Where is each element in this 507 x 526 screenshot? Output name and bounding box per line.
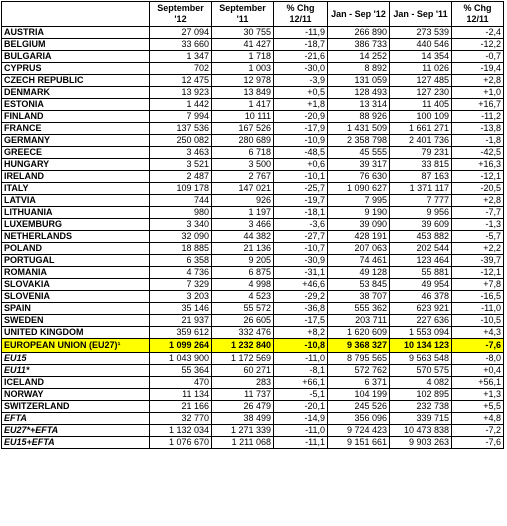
country-cell: DENMARK (2, 87, 150, 99)
sep11-cell: 1 197 (212, 207, 274, 219)
table-row (2, 255, 504, 267)
ytd11-cell: 79 231 (390, 147, 452, 159)
ytd12-cell: 45 555 (328, 147, 390, 159)
table-row (2, 183, 504, 195)
ytd12-cell: 1 431 509 (328, 123, 390, 135)
ytdchg-cell: -1,3 (452, 219, 504, 231)
chg-cell: -31,1 (274, 267, 328, 279)
sep11-cell: 332 476 (212, 327, 274, 339)
ytd12-cell: 9 368 327 (328, 339, 390, 353)
sep12-cell: 33 660 (150, 39, 212, 51)
sep11-cell: 283 (212, 377, 274, 389)
sep11-cell: 3 500 (212, 159, 274, 171)
ytdchg-cell: +5,5 (452, 401, 504, 413)
ytd11-cell: 10 134 123 (390, 339, 452, 353)
ytdchg-cell: +7,8 (452, 279, 504, 291)
table-row (2, 353, 504, 365)
chg-cell: -48,5 (274, 147, 328, 159)
chg-cell: +46,6 (274, 279, 328, 291)
ytd12-cell: 386 733 (328, 39, 390, 51)
ytdchg-cell: -11,2 (452, 111, 504, 123)
sep11-cell: 147 021 (212, 183, 274, 195)
chg-cell: -30,9 (274, 255, 328, 267)
country-cell: SWITZERLAND (2, 401, 150, 413)
country-cell: SLOVAKIA (2, 279, 150, 291)
chg-cell: -25,7 (274, 183, 328, 195)
country-cell: EU11* (2, 365, 150, 377)
sep12-cell: 3 463 (150, 147, 212, 159)
sep11-cell: 6 875 (212, 267, 274, 279)
chg-cell: -3,9 (274, 75, 328, 87)
header-chg: % Chg 12/11 (274, 2, 328, 27)
sep12-cell: 6 358 (150, 255, 212, 267)
sep11-cell: 9 205 (212, 255, 274, 267)
ytd11-cell: 1 661 271 (390, 123, 452, 135)
ytd12-cell: 1 620 609 (328, 327, 390, 339)
ytd11-cell: 87 163 (390, 171, 452, 183)
sep11-cell: 4 523 (212, 291, 274, 303)
table-row (2, 365, 504, 377)
ytd11-cell: 10 473 838 (390, 425, 452, 437)
table-row (2, 111, 504, 123)
sep12-cell: 2 487 (150, 171, 212, 183)
ytdchg-cell: +2,8 (452, 75, 504, 87)
sep12-cell: 1 442 (150, 99, 212, 111)
country-cell: GERMANY (2, 135, 150, 147)
sep11-cell: 12 978 (212, 75, 274, 87)
ytd12-cell: 39 090 (328, 219, 390, 231)
sep11-cell: 2 767 (212, 171, 274, 183)
ytd12-cell: 266 890 (328, 27, 390, 39)
table-row (2, 279, 504, 291)
ytdchg-cell: -7,6 (452, 437, 504, 449)
table-body (2, 27, 504, 449)
ytd12-cell: 555 362 (328, 303, 390, 315)
ytdchg-cell: +4,3 (452, 327, 504, 339)
ytd11-cell: 227 636 (390, 315, 452, 327)
ytdchg-cell: +1,0 (452, 87, 504, 99)
chg-cell: -20,1 (274, 401, 328, 413)
ytdchg-cell: +56,1 (452, 377, 504, 389)
ytd11-cell: 46 378 (390, 291, 452, 303)
ytdchg-cell: +16,3 (452, 159, 504, 171)
chg-cell: -3,6 (274, 219, 328, 231)
header-sep11: September '11 (212, 2, 274, 27)
country-cell: UNITED KINGDOM (2, 327, 150, 339)
header-ytd11: Jan - Sep '11 (390, 2, 452, 27)
country-cell: EU15+EFTA (2, 437, 150, 449)
country-cell: LATVIA (2, 195, 150, 207)
table-row (2, 243, 504, 255)
sep12-cell: 359 612 (150, 327, 212, 339)
sep11-cell: 3 466 (212, 219, 274, 231)
sep11-cell: 21 136 (212, 243, 274, 255)
ytd11-cell: 11 405 (390, 99, 452, 111)
table-row (2, 99, 504, 111)
table-row (2, 327, 504, 339)
ytd11-cell: 39 609 (390, 219, 452, 231)
ytd11-cell: 453 882 (390, 231, 452, 243)
sep12-cell: 18 885 (150, 243, 212, 255)
sep12-cell: 1 347 (150, 51, 212, 63)
table-row (2, 219, 504, 231)
ytdchg-cell: -1,8 (452, 135, 504, 147)
country-cell: EU15 (2, 353, 150, 365)
sep11-cell: 44 382 (212, 231, 274, 243)
ytd12-cell: 9 151 661 (328, 437, 390, 449)
ytdchg-cell: -12,1 (452, 267, 504, 279)
sep11-cell: 1 271 339 (212, 425, 274, 437)
country-cell: BULGARIA (2, 51, 150, 63)
sep12-cell: 7 994 (150, 111, 212, 123)
chg-cell: +8,2 (274, 327, 328, 339)
ytd11-cell: 14 354 (390, 51, 452, 63)
sep11-cell: 60 271 (212, 365, 274, 377)
chg-cell: -10,1 (274, 171, 328, 183)
ytdchg-cell: -12,1 (452, 171, 504, 183)
country-cell: SPAIN (2, 303, 150, 315)
sep11-cell: 11 737 (212, 389, 274, 401)
chg-cell: -17,9 (274, 123, 328, 135)
ytd12-cell: 13 314 (328, 99, 390, 111)
table-row (2, 51, 504, 63)
sep11-cell: 1 172 569 (212, 353, 274, 365)
country-cell: EU27*+EFTA (2, 425, 150, 437)
sep12-cell: 109 178 (150, 183, 212, 195)
table-row (2, 291, 504, 303)
sep11-cell: 1 003 (212, 63, 274, 75)
table-row (2, 267, 504, 279)
sep12-cell: 11 134 (150, 389, 212, 401)
ytdchg-cell: -13,8 (452, 123, 504, 135)
ytd11-cell: 232 738 (390, 401, 452, 413)
ytd11-cell: 1 371 117 (390, 183, 452, 195)
sep11-cell: 13 849 (212, 87, 274, 99)
ytd11-cell: 123 464 (390, 255, 452, 267)
country-cell: POLAND (2, 243, 150, 255)
ytdchg-cell: +0,4 (452, 365, 504, 377)
table-row (2, 413, 504, 425)
ytd11-cell: 4 082 (390, 377, 452, 389)
table-row (2, 87, 504, 99)
sep11-cell: 1 211 068 (212, 437, 274, 449)
sep12-cell: 1 099 264 (150, 339, 212, 353)
ytdchg-cell: -5,7 (452, 231, 504, 243)
country-cell: ROMANIA (2, 267, 150, 279)
chg-cell: -20,9 (274, 111, 328, 123)
registrations-table (1, 1, 504, 449)
ytd11-cell: 49 954 (390, 279, 452, 291)
table-row (2, 339, 504, 353)
ytd12-cell: 7 995 (328, 195, 390, 207)
ytd12-cell: 207 063 (328, 243, 390, 255)
ytd12-cell: 76 630 (328, 171, 390, 183)
ytd11-cell: 7 777 (390, 195, 452, 207)
chg-cell: +1,8 (274, 99, 328, 111)
ytd11-cell: 9 563 548 (390, 353, 452, 365)
country-cell: ESTONIA (2, 99, 150, 111)
table-row (2, 315, 504, 327)
ytdchg-cell: +2,8 (452, 195, 504, 207)
ytdchg-cell: -2,4 (452, 27, 504, 39)
country-cell: SLOVENIA (2, 291, 150, 303)
ytd11-cell: 55 881 (390, 267, 452, 279)
header-sep12: September '12 (150, 2, 212, 27)
country-cell: LUXEMBURG (2, 219, 150, 231)
country-cell: SWEDEN (2, 315, 150, 327)
table-row (2, 207, 504, 219)
ytd12-cell: 356 096 (328, 413, 390, 425)
chg-cell: -11,0 (274, 425, 328, 437)
ytdchg-cell: +16,7 (452, 99, 504, 111)
ytd11-cell: 102 895 (390, 389, 452, 401)
ytd11-cell: 33 815 (390, 159, 452, 171)
sep11-cell: 4 998 (212, 279, 274, 291)
ytd11-cell: 9 903 263 (390, 437, 452, 449)
country-cell: EUROPEAN UNION (EU27)¹ (2, 339, 150, 353)
ytdchg-cell: -39,7 (452, 255, 504, 267)
chg-cell: -30,0 (274, 63, 328, 75)
ytdchg-cell: -12,2 (452, 39, 504, 51)
table-row (2, 377, 504, 389)
sep12-cell: 21 937 (150, 315, 212, 327)
chg-cell: -18,7 (274, 39, 328, 51)
sep11-cell: 1 417 (212, 99, 274, 111)
sep12-cell: 35 146 (150, 303, 212, 315)
sep12-cell: 1 076 670 (150, 437, 212, 449)
ytd11-cell: 127 485 (390, 75, 452, 87)
table-row (2, 75, 504, 87)
ytd12-cell: 8 795 565 (328, 353, 390, 365)
ytd12-cell: 203 711 (328, 315, 390, 327)
sep12-cell: 13 923 (150, 87, 212, 99)
sep12-cell: 3 521 (150, 159, 212, 171)
sep11-cell: 6 718 (212, 147, 274, 159)
ytd11-cell: 339 715 (390, 413, 452, 425)
ytdchg-cell: +2,2 (452, 243, 504, 255)
ytd11-cell: 623 921 (390, 303, 452, 315)
country-cell: HUNGARY (2, 159, 150, 171)
ytd12-cell: 104 199 (328, 389, 390, 401)
ytd11-cell: 570 575 (390, 365, 452, 377)
ytd12-cell: 2 358 798 (328, 135, 390, 147)
header-ytd12: Jan - Sep '12 (328, 2, 390, 27)
chg-cell: -29,2 (274, 291, 328, 303)
ytdchg-cell: -19,4 (452, 63, 504, 75)
ytd11-cell: 273 539 (390, 27, 452, 39)
sep11-cell: 1 718 (212, 51, 274, 63)
ytd12-cell: 6 371 (328, 377, 390, 389)
chg-cell: -17,5 (274, 315, 328, 327)
table-row (2, 27, 504, 39)
country-cell: EFTA (2, 413, 150, 425)
ytd12-cell: 9 724 423 (328, 425, 390, 437)
table-row (2, 389, 504, 401)
sep12-cell: 744 (150, 195, 212, 207)
header-ytdchg: % Chg 12/11 (452, 2, 504, 27)
sep11-cell: 38 499 (212, 413, 274, 425)
chg-cell: -10,9 (274, 135, 328, 147)
ytdchg-cell: -0,7 (452, 51, 504, 63)
table-row (2, 135, 504, 147)
chg-cell: -18,1 (274, 207, 328, 219)
table-row (2, 159, 504, 171)
chg-cell: -14,9 (274, 413, 328, 425)
table-row (2, 437, 504, 449)
sep11-cell: 41 427 (212, 39, 274, 51)
ytd12-cell: 245 526 (328, 401, 390, 413)
chg-cell: +66,1 (274, 377, 328, 389)
sep11-cell: 926 (212, 195, 274, 207)
country-cell: BELGIUM (2, 39, 150, 51)
ytd11-cell: 9 956 (390, 207, 452, 219)
ytd12-cell: 74 461 (328, 255, 390, 267)
chg-cell: -19,7 (274, 195, 328, 207)
ytdchg-cell: -7,6 (452, 339, 504, 353)
table-row (2, 195, 504, 207)
sep12-cell: 3 340 (150, 219, 212, 231)
chg-cell: -10,7 (274, 243, 328, 255)
ytd11-cell: 100 109 (390, 111, 452, 123)
table-row (2, 425, 504, 437)
ytdchg-cell: -42,5 (452, 147, 504, 159)
ytd11-cell: 440 546 (390, 39, 452, 51)
sep12-cell: 32 090 (150, 231, 212, 243)
country-cell: IRELAND (2, 171, 150, 183)
sep12-cell: 137 536 (150, 123, 212, 135)
chg-cell: -11,9 (274, 27, 328, 39)
ytd12-cell: 88 926 (328, 111, 390, 123)
sep12-cell: 27 094 (150, 27, 212, 39)
ytd11-cell: 127 230 (390, 87, 452, 99)
sep12-cell: 1 043 900 (150, 353, 212, 365)
ytd12-cell: 53 845 (328, 279, 390, 291)
table-row (2, 231, 504, 243)
chg-cell: -10,8 (274, 339, 328, 353)
ytdchg-cell: -10,5 (452, 315, 504, 327)
country-cell: CZECH REPUBLIC (2, 75, 150, 87)
sep11-cell: 26 479 (212, 401, 274, 413)
table-row (2, 303, 504, 315)
sep11-cell: 10 111 (212, 111, 274, 123)
sep11-cell: 30 755 (212, 27, 274, 39)
ytd12-cell: 9 190 (328, 207, 390, 219)
chg-cell: -11,0 (274, 353, 328, 365)
sep11-cell: 1 232 840 (212, 339, 274, 353)
sep12-cell: 3 203 (150, 291, 212, 303)
ytd12-cell: 1 090 627 (328, 183, 390, 195)
ytdchg-cell: -16,5 (452, 291, 504, 303)
country-cell: FRANCE (2, 123, 150, 135)
chg-cell: -21,6 (274, 51, 328, 63)
chg-cell: +0,5 (274, 87, 328, 99)
sep12-cell: 55 364 (150, 365, 212, 377)
ytd12-cell: 38 707 (328, 291, 390, 303)
chg-cell: -8,1 (274, 365, 328, 377)
ytd11-cell: 11 026 (390, 63, 452, 75)
table-row (2, 171, 504, 183)
sep12-cell: 1 132 034 (150, 425, 212, 437)
sep12-cell: 470 (150, 377, 212, 389)
country-cell: LITHUANIA (2, 207, 150, 219)
ytd12-cell: 428 191 (328, 231, 390, 243)
sep11-cell: 280 689 (212, 135, 274, 147)
ytdchg-cell: -20,5 (452, 183, 504, 195)
sep11-cell: 55 572 (212, 303, 274, 315)
sep12-cell: 4 736 (150, 267, 212, 279)
sep12-cell: 702 (150, 63, 212, 75)
chg-cell: -27,7 (274, 231, 328, 243)
table-row (2, 39, 504, 51)
ytd12-cell: 131 059 (328, 75, 390, 87)
table-row (2, 63, 504, 75)
country-cell: ITALY (2, 183, 150, 195)
ytdchg-cell: -7,2 (452, 425, 504, 437)
ytdchg-cell: +1,3 (452, 389, 504, 401)
sep11-cell: 167 526 (212, 123, 274, 135)
table-row (2, 147, 504, 159)
table-row (2, 401, 504, 413)
chg-cell: +0,6 (274, 159, 328, 171)
chg-cell: -5,1 (274, 389, 328, 401)
chg-cell: -11,1 (274, 437, 328, 449)
country-cell: FINLAND (2, 111, 150, 123)
sep12-cell: 250 082 (150, 135, 212, 147)
ytd11-cell: 202 544 (390, 243, 452, 255)
ytd12-cell: 39 317 (328, 159, 390, 171)
header-country (2, 2, 150, 27)
ytdchg-cell: -8,0 (452, 353, 504, 365)
ytdchg-cell: -11,0 (452, 303, 504, 315)
ytd11-cell: 2 401 736 (390, 135, 452, 147)
chg-cell: -36,8 (274, 303, 328, 315)
ytdchg-cell: -7,7 (452, 207, 504, 219)
sep12-cell: 32 770 (150, 413, 212, 425)
sep12-cell: 980 (150, 207, 212, 219)
ytd11-cell: 1 553 094 (390, 327, 452, 339)
ytdchg-cell: +4,8 (452, 413, 504, 425)
table-row (2, 123, 504, 135)
ytd12-cell: 14 252 (328, 51, 390, 63)
country-cell: GREECE (2, 147, 150, 159)
sep12-cell: 7 329 (150, 279, 212, 291)
sep12-cell: 21 166 (150, 401, 212, 413)
ytd12-cell: 49 128 (328, 267, 390, 279)
sep11-cell: 26 605 (212, 315, 274, 327)
sep12-cell: 12 475 (150, 75, 212, 87)
ytd12-cell: 572 762 (328, 365, 390, 377)
ytd12-cell: 128 493 (328, 87, 390, 99)
country-cell: ICELAND (2, 377, 150, 389)
country-cell: NORWAY (2, 389, 150, 401)
country-cell: PORTUGAL (2, 255, 150, 267)
country-cell: CYPRUS (2, 63, 150, 75)
country-cell: NETHERLANDS (2, 231, 150, 243)
ytd12-cell: 8 892 (328, 63, 390, 75)
header-row (2, 2, 504, 27)
country-cell: AUSTRIA (2, 27, 150, 39)
